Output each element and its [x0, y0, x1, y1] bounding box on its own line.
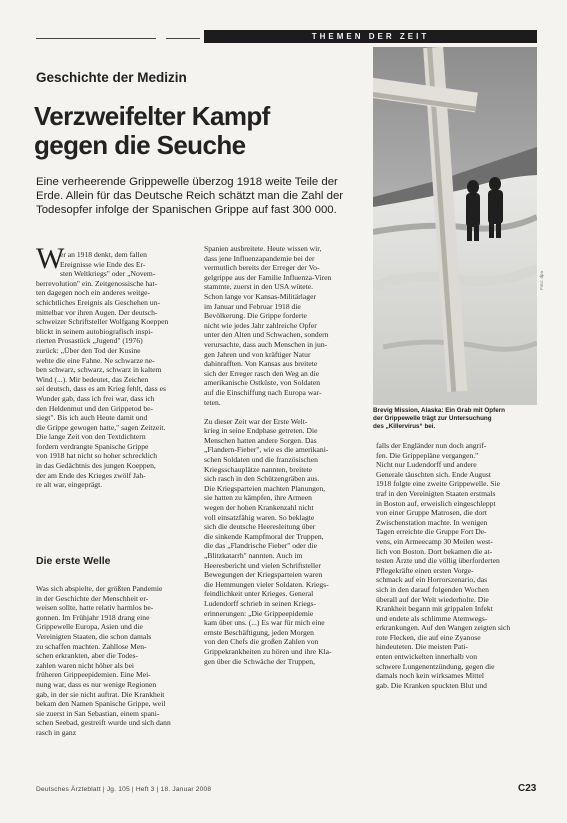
text-line: und endete als schlimme Atemwegs- [376, 613, 488, 623]
text-line: blickt in seinem autobiografisch inspi- [36, 326, 153, 336]
text-line: sten Weltkriegs" oder „Novem- [60, 269, 156, 279]
text-line: kam über uns. (...) Es war für mich eine [204, 618, 325, 628]
text-line: testen Ärzte und die völlig überforderten [376, 556, 500, 566]
text-line: falls der Engländer nun doch angrif- [376, 441, 487, 450]
text-line: schichtliches Ereignis als Geschehen un- [36, 297, 160, 307]
text-line: ben schwarz, schwarz, schwarz in kaltem [36, 365, 162, 375]
text-line: traf in den Vereinigten Staaten erstmals [376, 488, 496, 498]
text-line: Die lange Zeit von den Textdichtern [36, 432, 146, 442]
text-line: erkrankungen. Auf den Wangen zeigten sich [376, 623, 511, 633]
text-line: die Hemmungen vieler Soldaten. Kriegs- [204, 579, 329, 589]
text-line: siegt". Bis ich auch Heute damit und [36, 413, 148, 423]
text-line: Wind (...). Mir bedeutet, das Zeichen [36, 374, 149, 384]
text-line: amerikanische Ostküste, von Soldaten [204, 378, 320, 388]
deck-line: Todesopfer infolge der Spanischen Grippe auf fast 300 000. [36, 204, 337, 216]
deck-line: Erde. Allein für das Deutsche Reich schätzt man die Zahl der [36, 190, 344, 202]
text-line: enten entwickelten innerhalb von [376, 652, 478, 662]
text-line: ernste Beschäftigung, jeden Morgen [204, 627, 314, 637]
text-line: zahlen waren nicht höher als bei [36, 660, 135, 670]
text-line: Krankheit begann mit grippalen Infekt [376, 604, 493, 614]
text-line: Spanien ausbreitete. Heute wissen wir, [204, 244, 322, 253]
article-deck [36, 175, 356, 217]
text-line: Tagen erreichte die Gruppe Fort De- [376, 527, 487, 537]
text-column-1-continued [36, 584, 176, 738]
cross-grave-illustration [373, 47, 537, 405]
photo-credit: Foto: dpa [539, 270, 544, 290]
text-line: gen Jahren und von kräftiger Natur [204, 349, 311, 359]
text-line: weisen sollte, hatte relativ harmlos be- [36, 603, 154, 613]
header-rule [166, 38, 200, 39]
text-line: Kriegsschauplätze nannten, breitete [204, 464, 313, 474]
section-banner: THEMEN DER ZEIT [204, 30, 537, 43]
text-line: hindeuteten. Die meisten Pati- [376, 642, 468, 652]
text-line: lich von Boston. Dort bekamen die at- [376, 546, 493, 556]
text-line: gab. Die Kranken spuckten Blut und [376, 680, 487, 690]
text-line: in Boston auf, erweislich eingeschleppt [376, 498, 496, 508]
text-line: auf die Einschiffung nach Europa war- [204, 387, 322, 397]
text-line: sich rasch in den Schützengräben aus. [204, 474, 320, 484]
text-line: feindlichkeit unter Krieges. General [204, 589, 314, 599]
text-line: dass jene Influenzapandemie bei der [204, 253, 315, 263]
text-line: überall auf der Welt wiederholte. Die [376, 594, 489, 604]
article-photo [373, 47, 537, 405]
text-line: mittelbar vor ihren Augen. Der deutsch- [36, 307, 158, 317]
text-line: schweizer Schriftsteller Wolfgang Koeppen [36, 317, 169, 327]
text-line: re alt war, eingeprägt. [36, 480, 103, 490]
text-line: Generale täuschten sich. Ende August [376, 469, 491, 479]
text-column-3 [376, 441, 538, 690]
text-line: Schon lange vor Kansas-Militärlager [204, 291, 316, 301]
text-line: 1918 folgte eine zweite Grippewelle. Sie [376, 479, 500, 489]
text-line: schen erkrankten, aber die Todes- [36, 651, 139, 661]
text-line: sich in den darauf folgenden Wochen [376, 584, 489, 594]
text-line: rasch in ganz [36, 727, 77, 737]
text-line: erinnerungen: „Die Grippeepidemie [204, 608, 314, 618]
text-line: stammte, zuerst in den USA wütete. [204, 282, 314, 292]
text-line: von 1918 hat nicht so hoher schrecklich [36, 451, 158, 461]
text-line: sie hatten zu kämpfen, ihre Armeen [204, 493, 312, 503]
caption-line: Brevig Mission, Alaska: Ein Grab mit Opfern [373, 407, 506, 414]
text-line: fen. Die Grippepläne vergangen." [376, 450, 479, 460]
text-line: schen Soldaten und die französischen [204, 455, 318, 465]
text-line: schmack auf ein Horrorszenario, das [376, 575, 488, 585]
text-line: Ludendorff schrieb in seinen Kriegs- [204, 598, 317, 608]
headline-line: Verzweifelter Kampf [34, 101, 270, 131]
page-number: C23 [518, 783, 537, 794]
text-line: den Heldenmut und den Grippetod be- [36, 403, 154, 413]
text-line: Pflegekräfte einen ersten Vorge- [376, 565, 474, 575]
text-line: bekam den Namen Spanische Grippe, weil [36, 699, 166, 709]
text-line: zurück: „Über den Tod der Kusine [36, 345, 141, 355]
text-line: Bevölkerung. Die Grippe forderte [204, 311, 307, 321]
text-line: sich die deutsche Heeresleitung über [204, 522, 316, 532]
text-column-1 [36, 250, 176, 490]
deck-line: Eine verheerende Grippewelle überzog 1918 weite Teile der [36, 176, 338, 188]
text-line: von einer Gruppe Matrosen, die dort [376, 508, 487, 518]
text-line: früheren Grippeepidemien. Eine Mei- [36, 670, 151, 680]
text-line: damals noch kein wirksames Mittel [376, 671, 484, 681]
text-line: krieg in seine Endphase getreten. Die [204, 426, 318, 436]
text-line [204, 407, 354, 417]
text-line: der am Ende des Krieges zwölf Jah- [36, 470, 146, 480]
text-line: nung war, dass es nur wenige Regionen [36, 679, 157, 689]
text-line: wegen der hohen Krankenzahl nicht [204, 503, 314, 513]
text-line: nicht wie jedes Jahr zahlreiche Opfer [204, 320, 317, 330]
text-line: die Grippe gewogen hatte," sagen Zeitzeit. [36, 422, 166, 432]
text-line: Ereignisse wie Ende des Er- [60, 259, 146, 269]
text-line: die sinkende Kampfmoral der Truppen, [204, 531, 324, 541]
text-line: wehte die eine Fahne. Ne schwarze ne- [36, 355, 155, 365]
text-line: vens, ein Armeecamp 30 Meilen west- [376, 536, 493, 546]
text-line: „Blitzkatarrh" nannten. Auch im [204, 551, 303, 560]
text-line: gelgrippe aus der Familie Influenza-Viren [204, 272, 332, 282]
text-line: rote Flecken, die auf eine Zyanose [376, 632, 481, 642]
text-line: Wunder gab, dass ich frei war, dass ich [36, 393, 155, 403]
journal-footer: Deutsches Ärzteblatt | Jg. 105 | Heft 3 | 18. Januar 2008 [36, 786, 212, 793]
text-line: Die Kriegsparteien machten Planungen, [204, 483, 326, 493]
text-line: gab, in der sie nicht auftrat. Die Krankheit [36, 689, 165, 699]
text-line: Menschen hatten andere Sorgen. Das [204, 435, 317, 445]
article-headline [34, 102, 364, 160]
text-line: Bewegungen der Kriegsparteien waren [204, 570, 323, 580]
text-line: im Januar und Februar 1918 die [204, 301, 301, 311]
dropcap: W [36, 242, 65, 275]
text-line: gonnen. Im Frühjahr 1918 drang eine [36, 612, 150, 622]
text-line: vermutlich bereits der Erreger der Vo- [204, 263, 320, 273]
text-line: fordern verdrangte Spanische Grippe [36, 441, 149, 451]
text-line: ten dagegen noch ein anderes weitge- [36, 288, 151, 298]
text-column-2 [204, 244, 354, 666]
text-line: rierten Prosastück „Jugend" (1976) [36, 336, 143, 346]
text-line: teten. [204, 397, 221, 407]
text-line: sich der Erreger rasch den Weg an die [204, 368, 319, 378]
text-line: Was sich abspielte, der größten Pandemie [36, 584, 163, 593]
caption-line: der Grippewelle trägt zur Untersuchung [373, 415, 492, 423]
text-line: schwere Lungenentzündung, gegen die [376, 661, 495, 671]
text-line: die das „Flandrische Fieber" oder die [204, 541, 317, 551]
text-line: von den Chefs die großen Zahlen von [204, 637, 319, 647]
text-line: Nicht nur Ludendorff und andere [376, 460, 477, 470]
text-line: „Flandern-Fieber", wie es die amerikani- [204, 445, 329, 455]
header-rule [36, 38, 156, 39]
text-line: voll einsatzfähig waren. So beklagte [204, 512, 315, 522]
text-line: in der Geschichte der Menschheit er- [36, 593, 149, 603]
text-line: Zu dieser Zeit war der Erste Welt- [204, 416, 308, 426]
text-line: Grippekrankheiten zu hören und ihre Kla- [204, 646, 332, 656]
text-line: er an 1918 denkt, dem fallen [60, 250, 147, 259]
text-line: Vereinigten Staaten, die schon damals [36, 631, 152, 641]
text-line: unter den Alten und Schwachen, sondern [204, 330, 329, 340]
subheading: Die erste Welle [36, 555, 111, 567]
text-line: in das Gedächtnis des jungen Koeppen, [36, 461, 156, 471]
text-line: sie zuerst in San Sebastian, einem spani- [36, 708, 160, 718]
photo-caption [373, 407, 539, 432]
caption-line: des „Killervirus“ bei. [373, 423, 436, 431]
text-line: gen über die Schwäche der Truppen, [204, 656, 315, 666]
text-line: zu schaffen machten. Zahllose Men- [36, 641, 147, 651]
text-line: sei deutsch, dass es am Krieg fehlt, dass es [36, 384, 166, 394]
text-line: schen Seebad, gestreift wurde und sich dann [36, 718, 171, 728]
text-line: dahinrafften. Von Kansas aus breitete [204, 359, 318, 369]
text-line: verursachte, dass auch Menschen in jun- [204, 339, 328, 349]
text-line: Zwischenstation machte. In wenigen [376, 517, 488, 527]
text-line: Grippewelle Europa, Asien und die [36, 622, 143, 632]
text-line: Heeresbericht und vielen Schriftsteller [204, 560, 322, 570]
article-kicker: Geschichte der Medizin [36, 70, 187, 85]
text-line: berrevolution" ein. Zeitgenossische hat- [36, 278, 158, 288]
headline-line: gegen die Seuche [34, 130, 246, 160]
